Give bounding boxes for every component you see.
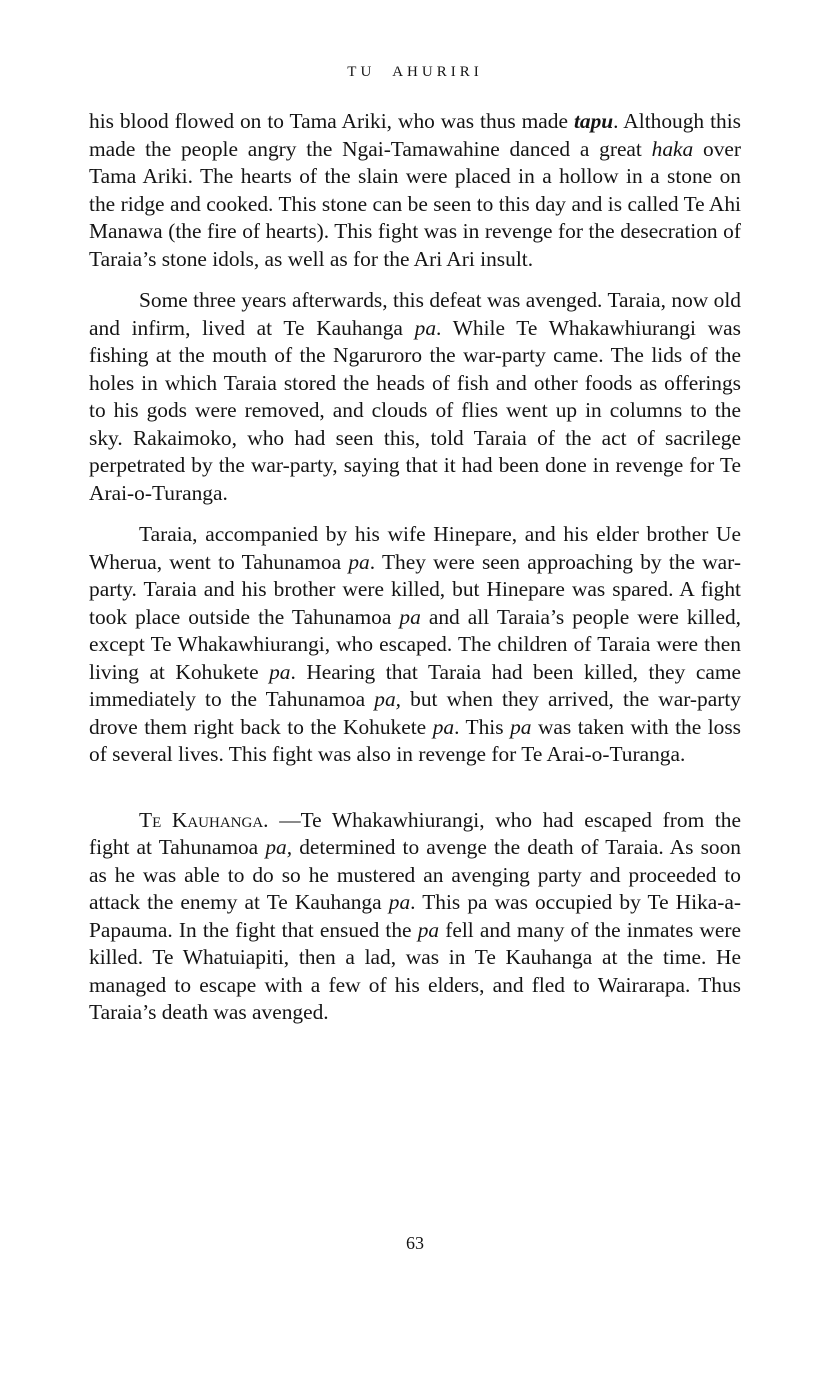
section-heading: Te Kauhanga. xyxy=(139,807,269,832)
paragraph-4 xyxy=(89,807,741,1027)
italic-term: pa xyxy=(510,714,532,739)
text-run: was taken with the loss of several lives. This fight was also in revenge for Te Arai-o-Turanga. xyxy=(89,714,742,766)
italic-term: pa xyxy=(399,604,421,629)
text-run: . This pa was occupied by Te Hika-a-Papauma. In the fight that ensued the xyxy=(89,890,741,942)
paragraph-3 xyxy=(89,521,741,769)
text-run: over Tama Ariki. The hearts of the slain were placed in a hollow in a stone on the ridge and cooked. This stone can be seen to this day and is called Te Ahi Manawa (the fire of hearts). This fight was in revenge for the desecration of Taraia’s stone idols, as well as for the Ari Ari insult. xyxy=(89,136,742,271)
italic-term: pa, xyxy=(374,687,402,711)
italic-term: pa xyxy=(432,714,455,739)
italic-term: haka xyxy=(651,136,694,161)
text-run: . Although this made the people angry the Ngai-Tamawahine danced a great xyxy=(89,109,741,161)
text-run: . Hearing that Taraia had been killed, they came immediately to the Tahunamoa xyxy=(89,659,741,711)
text-run: determined to avenge the death of Taraia. As soon as he was able to do so he mustered an avenging party and proceeded to attack the enemy at Te Kauhanga xyxy=(89,835,741,914)
text-run: fell and many of the inmates were killed. Te Whatuiapiti, then a lad, was in Te Kauhanga at the time. He managed to escape with a few of his elders, and fled to Wairarapa. Thus Taraia’s death was avenged. xyxy=(89,917,741,1024)
text-run: —Te Whakawhiurangi, who had escaped from the fight at Tahunamoa xyxy=(89,807,741,859)
italic-term: tapu xyxy=(573,109,614,133)
text-run: . This xyxy=(454,714,511,739)
page-number: 63 xyxy=(406,1233,424,1253)
text-run: Some three years afterwards, this defeat was avenged. Taraia, now old and infirm, lived at Te Kauhanga xyxy=(89,288,741,340)
body-text xyxy=(89,108,741,1027)
italic-term: pa xyxy=(417,917,440,942)
text-run: . While Te Whakawhiurangi was fishing at the mouth of the Ngaruroro the war-party came. The lids of the holes in which Taraia stored the heads of fish and other foods as offerings to his gods were removed, and clouds of flies went up in columns to the sky. Rakaimoko, who had seen this, told Taraia of the act of sacrilege perpetrated by the war-party, saying that it had been done in revenge for Te Arai-o-Turanga. xyxy=(89,315,741,505)
italic-term: pa xyxy=(269,659,291,684)
running-head: TU AHURIRI xyxy=(347,64,483,80)
text-run: Taraia, accompanied by his wife Hinepare, and his elder brother Ue Wherua, went to Tahunamoa xyxy=(89,522,741,574)
paragraph-1 xyxy=(89,108,741,273)
text-run: his blood flowed on to Tama Ariki, who was thus made xyxy=(89,109,574,133)
italic-term: pa xyxy=(388,890,411,914)
text-run: and all Taraia’s people were killed, except Te Whakawhiurangi, who escaped. The children of Taraia were then living at Kohukete xyxy=(89,604,741,684)
text-run: . They were seen approaching by the war-party. Taraia and his brother were killed, but Hinepare was spared. A fight took place outside the Tahunamoa xyxy=(89,549,741,629)
paragraph-2 xyxy=(89,287,741,507)
text-run: but when they arrived, the war-party drove them right back to the Kohukete xyxy=(89,687,741,739)
italic-term: pa, xyxy=(265,835,293,859)
italic-term: pa xyxy=(348,549,370,574)
italic-term: pa xyxy=(414,315,437,340)
